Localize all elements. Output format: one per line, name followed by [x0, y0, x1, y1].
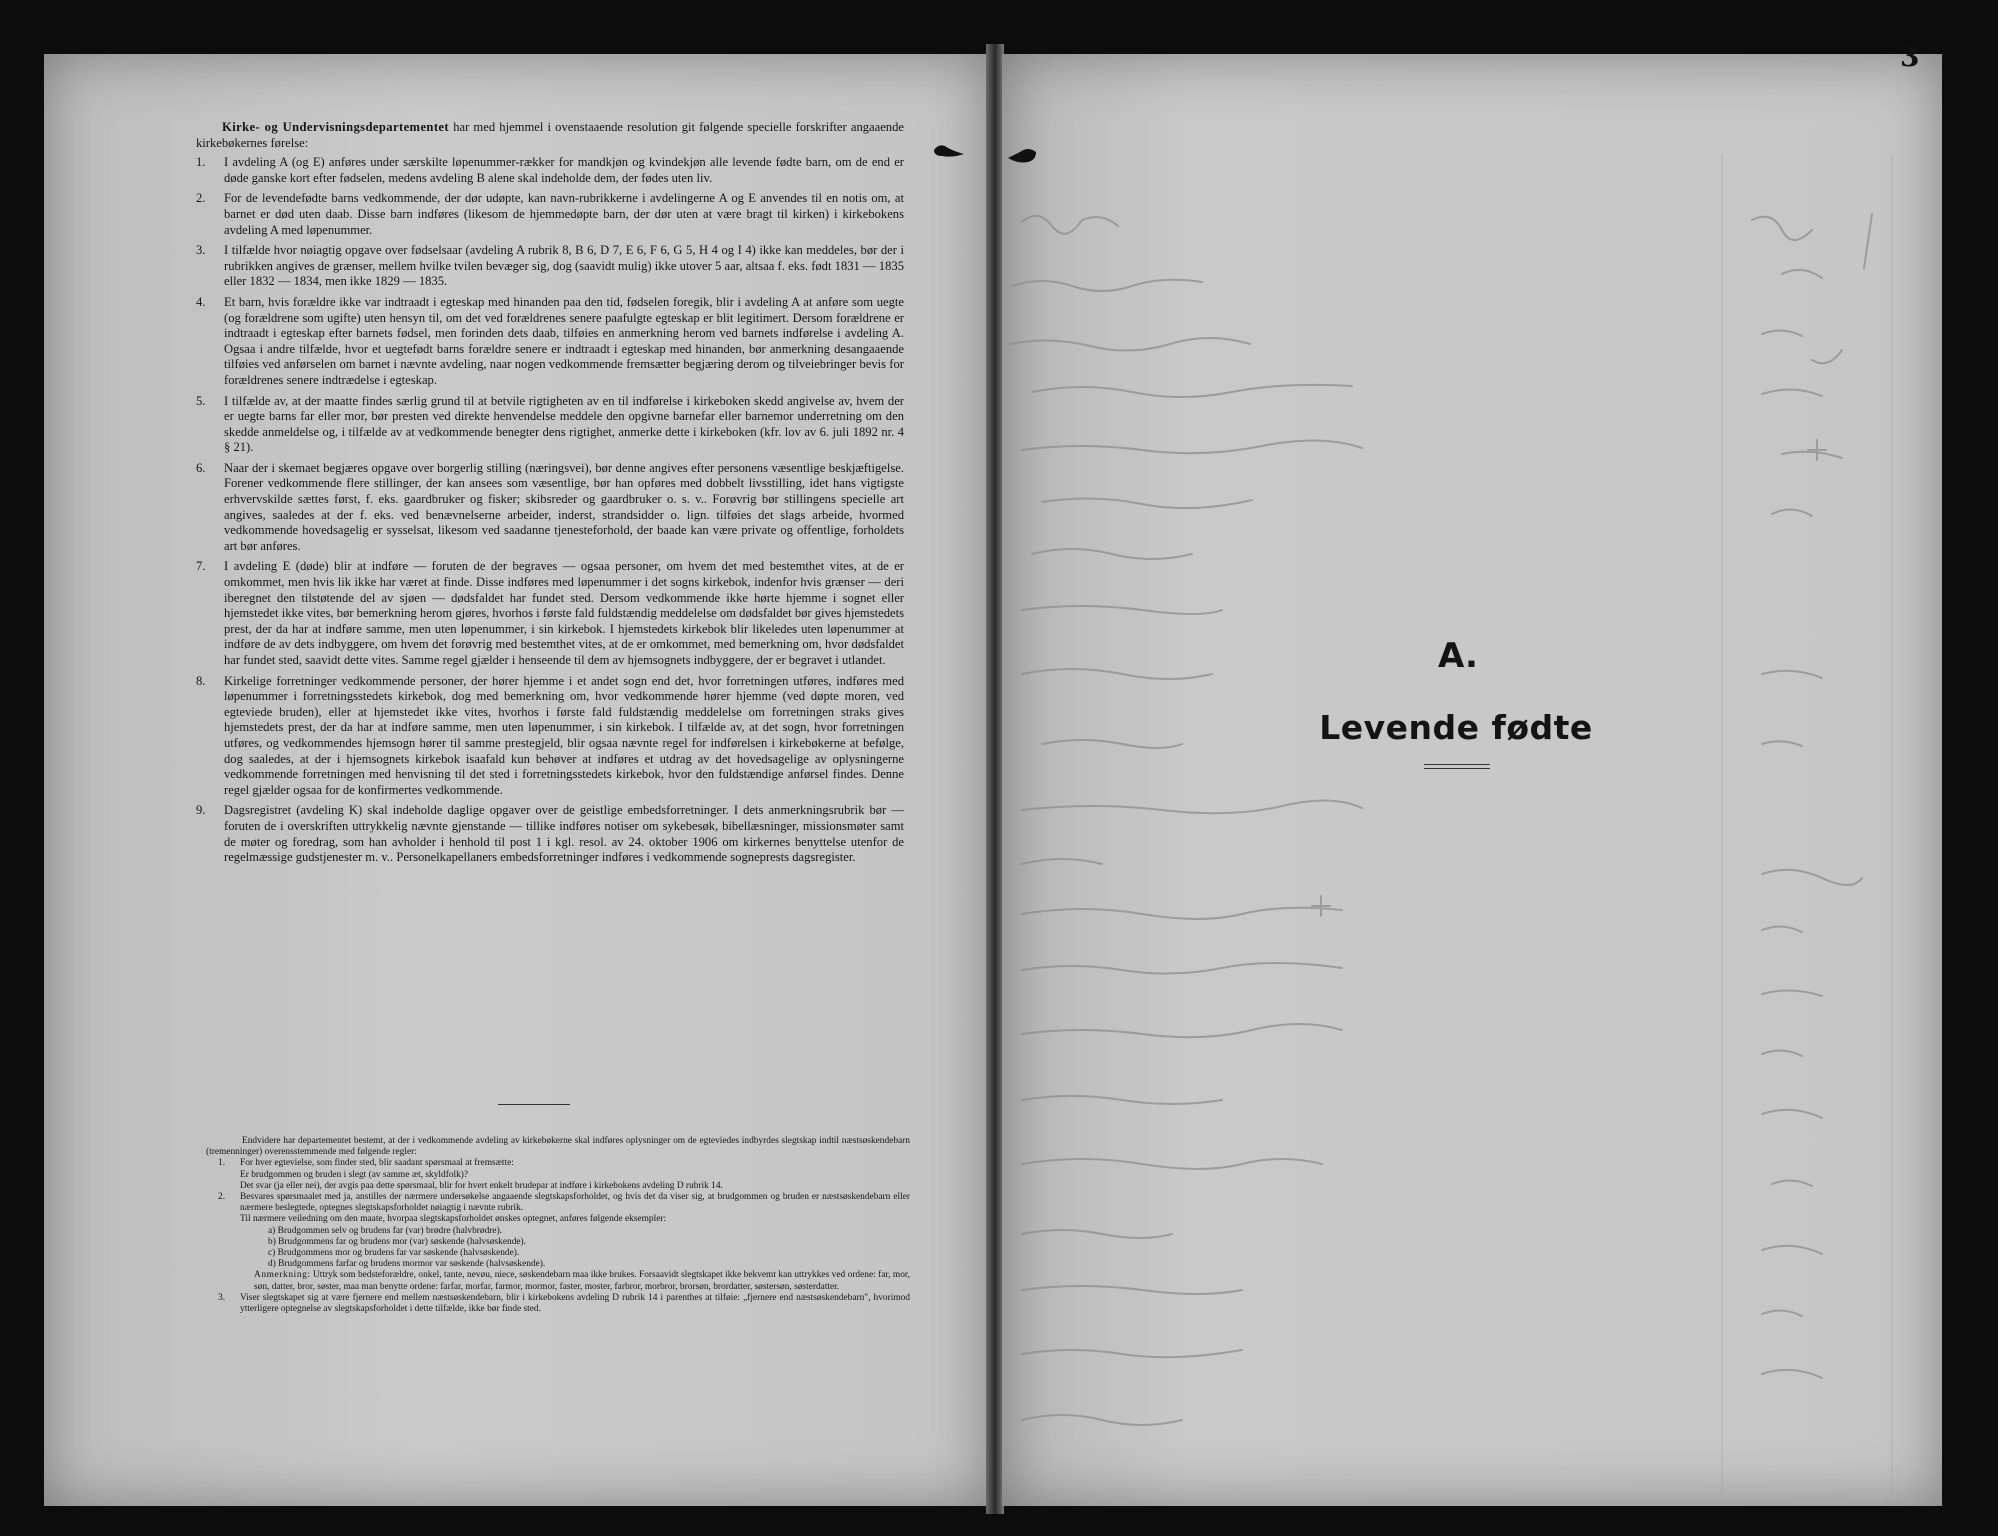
instruction-item [196, 461, 904, 555]
remark-text: Uttryk som bedsteforældre, onkel, tante, nevøu, niece, søskendebarn maa ikke brukes. Forsaavidt slegtskapet ikke bekvemt kan uttrykkes ved ordene: far, mor, søn, datter, bror, søster, maa man benytte ordene: farfar, morfar, farmor, mormor, faster, moster, farbror, morbror, brorsøn, brordatter, søstersøn, søsterdatter. [254, 1270, 910, 1292]
section-letter: A. [1438, 636, 1478, 676]
rule-answer-note: Det svar (ja eller nei), der avgis paa dette spørsmaal, blir for hvert enkelt brudepar at indføre i kirkebokens avdeling D rubrik 14. [240, 1180, 723, 1191]
instruction-item [196, 155, 904, 186]
remark-label: Anmerkning: [254, 1270, 311, 1281]
instructions-intro [196, 120, 904, 151]
instruction-item [196, 243, 904, 290]
item-number: 8. [196, 673, 206, 688]
item-number: 4. [196, 294, 206, 309]
kinship-rules-block [206, 1136, 910, 1315]
item-text: For de levendefødte barns vedkommende, der dør udøpte, kan navn-rubrikkerne i avdelingerne A og E anvendes til en notis om, at barnet er død uten daab. Disse barn indføres (likesom de hjemmedøpte barn, der dør uten at være bragt til kirken) i kirkebokens avdeling A med løpenummer. [224, 191, 904, 237]
ink-blot-left [930, 140, 970, 164]
kinship-intro: Endvidere har departementet bestemt, at der i vedkommende avdeling av kirkebøkerne skal indføres oplysninger om de egteviedes indbyrdes slegtskap indtil næstsøskendebarn (tremenninger) overensstemmende med følgende regler: [206, 1136, 910, 1158]
example-c: c) Brudgommens mor og brudens far var søskende (halvsøskende). [268, 1248, 520, 1259]
item-text: I tilfælde hvor nøiagtig opgave over fødselsaar (avdeling A rubrik 8, B 6, D 7, E 6, F 6, G 5, H 4 og I 4) ikke kan meddeles, bør der i rubrikken angives de grænser, mellem hvilke tvilen bevæger sig, dog (saavidt mulig) ikke utover 5 aar, altsaa f. eks. født 1831 — 1835 eller 1832 — 1834, men ikke 1829 — 1835. [224, 243, 904, 289]
rule-question: Er brudgommen og bruden i slegt (av samme æt, skyldfolk)? [240, 1169, 469, 1180]
item-number: 6. [196, 460, 206, 475]
item-text: Dagsregistret (avdeling K) skal indeholde daglige opgaver over de geistlige embedsforretninger. I dets anmerkningsrubrik bør — foruten de i overskriften uttrykkelig nævnte gjenstande — tillike indføres notiser om sykebesøk, bibellæsninger, missionsmøter samt de møter og foredrag, som han avholder i henhold til post 1 i kgl. resol. av 24. oktober 1906 om kirkernes benyttelse utenfor de regelmæssige gudstjenester m. v.. Personelkapellaners embedsforretninger indføres i vedkommende sogneprests dagsregister. [224, 803, 904, 865]
instruction-item [196, 295, 904, 389]
example-d: d) Brudgommens farfar og brudens mormor var søskende (halvsøskende). [268, 1259, 546, 1270]
item-text: Et barn, hvis forældre ikke var indtraadt i egteskap med hinanden paa den tid, fødselen foregik, blir i avdeling A at anføre som uegte (og forældrene som ugifte) uten hensyn til, om det ved forældrenes senere paafulgte egteskap er blit legitimert. Dersom forældrene er indtraadt i egteskap efter barnets fødsel, men forinden dets daab, tilføies en anmerkning herom ved barnets indførelse i avdeling A. Ogsaa i andre tilfælde, hvor et uegtefødt barns forældre senere er indtraadt i egteskap med hinanden, bør anmerkning desangaaende tilføies ved anførselen om barnet i nævnte avdeling, naar nogen vedkommende fremsætter begjæring derom og tilveiebringer bevis for forældrenes senere indtrædelse i egteskap. [224, 294, 904, 387]
item-text: Naar der i skemaet begjæres opgave over borgerlig stilling (næringsvei), bør denne angives efter personens væsentlige beskjæftigelse. Forener vedkommende flere stillinger, der kan ansees som væsentlige, bør han opføres med dobbelt livsstilling, idet hans vigtigste erhvervskilde sættes først, f. eks. gaardbruker og fisker; skibsreder og gaardbruker o. s. v.. Forøvrig bør stillingens specielle art angives, saaledes at der f. eks. ved benævnelserne arbeider, inderst, strandsidder o. lign. tilføies det slags arbeide, hvormed vedkommende hovedsagelig er sysselsat, likesom ved saadanne tjenesteforhold, der baade kan være private og offentlige, forholdets art bør anføres. [224, 460, 904, 553]
kinship-rule [206, 1293, 910, 1315]
instruction-item [196, 674, 904, 799]
instructions-block [196, 120, 904, 871]
instruction-item [196, 803, 904, 865]
item-number: 2. [196, 191, 206, 206]
instruction-item [196, 191, 904, 238]
page-number: 3 [1900, 40, 1920, 73]
kinship-rule [206, 1192, 910, 1214]
title-underline [1424, 768, 1490, 769]
instruction-item [196, 394, 904, 456]
item-text: Kirkelige forretninger vedkommende personer, der hører hjemme i et andet sogn end det, hvor forretningen utføres, indføres med løpenummer i forretningsstedets kirkebok, dog med bemerkning om, hvor vedkommende hører hjemme (ved døpte moren, ved egteviede bruden), eller at hjemstedet ikke vites, hvorhos i første fald fuldstændig meddelelse om forretningen straks gives hjemstedets prest, der da har at indføre samme, men uten løpenummer, i sin kirkebok. I tilfælde av, at det sogn, hvor forretningen utføres, og vedkommendes hjemsogn hører til samme prestegjeld, blir ogsaa nævnte regel for indførelsen i kirkebøkerne at befølge, dog saaledes, at der i hjemsognets kirkebok isaafald kun behøver at indføres et utdrag av det hovedsagelige av oplysningerne vedkommende forretningen med henvisning til det sted i forretningsstedets kirkebok, hvor den fuldstændige anførsel findes. Denne regel gjælder ogsaa for de konfirmertes vedkommende. [224, 673, 904, 797]
rule-number: 2. [218, 1192, 226, 1203]
section-divider [498, 1104, 570, 1105]
item-text: I avdeling E (døde) blir at indføre — foruten de der begraves — ogsaa personer, om hvem det med bestemthet vites, at de er omkommet, men hvis lik ikke har været at finde. Disse indføres med løpenummer i det sogns kirkebok, indenfor hvis grænser — deri iberegnet den tilstøtende del av sjøen — dødsfaldet har fundet sted. Dersom vedkommende ikke hørte hjemme i sognet eller hjemstedet ikke vites, bør bemerkning herom gjøres, hvorhos i første fald fuldstændig meddelelse om dødsfaldet bør gives hjemstedets prest, der da har at indføre samme, men uten løpenummer, i sin kirkebok. I hjemstedets kirkebok blir likeledes uten løpenummer at indføre de av dets indbyggere, om hvem det forøvrig med bestemthet vites, at de er omkommet, med bemerkning om, hvor dødsfaldet har fundet sted, saavidt dette vites. Samme regel gjælder i henseende til dem av hjemsognets indbyggere, der er begravet i utlandet. [224, 559, 904, 667]
instruction-item [196, 559, 904, 668]
example-a: a) Brudgommen selv og brudens far (var) brødre (halvbrødre). [268, 1225, 503, 1236]
remark [206, 1270, 910, 1292]
rule-number: 1. [218, 1158, 226, 1169]
item-number: 1. [196, 155, 206, 170]
faint-handwriting-background [1002, 54, 1942, 1506]
intro-text: har med hjemmel i ovenstaaende resolution git følgende specielle forskrifter angaaende kirkebøkernes førelse: [196, 120, 904, 150]
example-b: b) Brudgommens far og brudens mor (var) søskende (halvsøskende). [268, 1236, 527, 1247]
item-text: I avdeling A (og E) anføres under særskilte løpenummer-rækker for mandkjøn og kvindekjøn alle levende fødte barn, om de end er døde ganske kort efter fødselen, medens avdeling B alene skal indeholde dem, der fødes uten liv. [224, 155, 904, 185]
rule-text: Besvares spørsmaalet med ja, anstilles der nærmere undersøkelse angaaende slegtskapsforholdet, og hvis det da viser sig, at brudgommen og bruden er næstsøskendebarn eller nærmere beslegtede, optegnes slegtskapsforholdet nøiagtig i nævnte rubrik. [240, 1192, 910, 1214]
item-number: 7. [196, 559, 206, 574]
rule-text: For hver egtevielse, som finder sted, blir saadant spørsmaal at fremsætte: [240, 1158, 514, 1169]
item-text: I tilfælde av, at der maatte findes særlig grund til at betvile rigtigheten av en til indførelse i kirkeboken skedd angivelse av, hvem der er uegte barns far eller mor, bør presten ved direkte henvendelse meddele den opgivne barnefar eller barnemor underretning om den skedde anmeldelse og, i tilfælde av at vedkommende benegter dens rigtighet, anmerke dette i kirkeboken (kfr. lov av 6. juli 1892 nr. 4 § 21). [224, 393, 904, 455]
item-number: 9. [196, 803, 206, 818]
item-number: 3. [196, 243, 206, 258]
department-name: Kirke- og Undervisningsdepartementet [222, 120, 450, 134]
rule-text: Viser slegtskapet sig at være fjernere end mellem næstsøskendebarn, blir i kirkebokens avdeling D rubrik 14 i parenthes at tilføie: „fjernere end næstsøskendebarn", hvorimod ytterligere optegnelse av slegtskapsforholdet i dette tilfælde, ikke bør finde sted. [240, 1292, 910, 1315]
title-underline [1424, 764, 1490, 765]
section-title: Levende fødte [1319, 708, 1593, 747]
item-number: 5. [196, 393, 206, 408]
examples-intro: Til nærmere veiledning om den maate, hvorpaa slegtskapsforholdet ønskes optegnet, anføres følgende eksempler: [240, 1214, 667, 1225]
kinship-rule [206, 1158, 910, 1169]
rule-number: 3. [218, 1292, 226, 1303]
